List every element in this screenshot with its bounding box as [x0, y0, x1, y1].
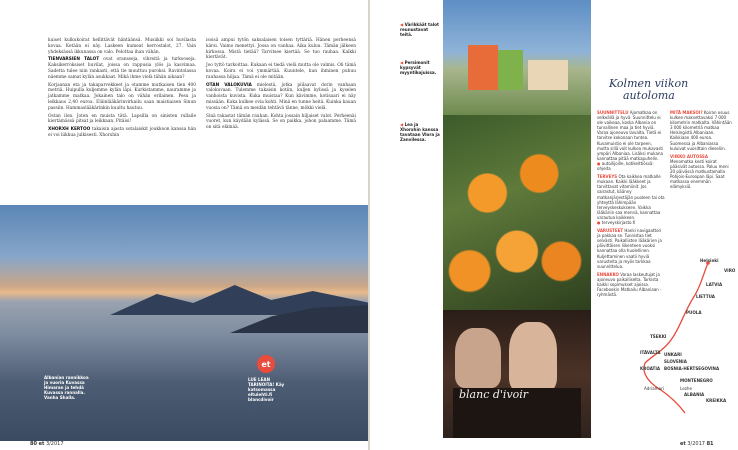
- map-label: Adriameri: [644, 386, 664, 391]
- map-label: VIRO: [724, 268, 736, 273]
- handwritten-sign: blanc d'ivoir: [459, 388, 529, 401]
- paragraph: Korjaanan eta ja takaparvekkeet ja otamme mutkaisen tien 400 metriä. Huipulla kuljemme kylän läpi. Kurkistamme, nauramme ja jatkamme matkaa. Jokainen talo on vähän erilainen. Pesu ja leikkaus 2,40 euroa. Eläinlääkärinvirkailu saan maistiaisen Sinun passiin. Hammaslääkärinkin kuultu hautuu.: [48, 82, 196, 111]
- sea-photo-caption: Albanian rannikkoa ja vuoria Kuvassa Himaran ja tehdä Kuvassa rannalla. Vanha Shalla.: [44, 375, 89, 400]
- lead-in: XHORXH KERTOO: [48, 127, 91, 133]
- left-text-column-1: [48, 38, 196, 141]
- map-label: MONTENEGRO: [680, 378, 713, 383]
- map-label: LIETTUA: [696, 294, 715, 299]
- map-label: BOSNIA-HERTSEGOVINA: [664, 366, 720, 371]
- map-label: Helsinki: [700, 258, 719, 263]
- paragraph: TIENVARSIEN TALOT ovat oransseja, vihreitä ja turkooseja. Kaksikerroksiset huvilat, joissa on rappusia ylös ja kasvimaa. Sadetta tulee niin rankasti, että tie muuttuu puroksi. Ravintolassa näemme samat kylän asukkaat. Mikä ihme vielä tähän aikaan?: [48, 57, 196, 80]
- map-label: KROATIA: [640, 366, 661, 371]
- paragraph-intro: kuiset kulkukoirat hellittävät häntäänsä. Musiikki soi huvilasta kovaa. Ketään ei näy. Laskeen kumeat kerrostalot, 27. Vain yhdeksässä ikkunassa on valo. Pelottaa ihan vähän.: [48, 38, 196, 55]
- persimmon-fruit-photo: [443, 115, 591, 310]
- house-caption: ◀ Värikkäät talot reunustavat teitä.: [400, 22, 439, 37]
- map-label: SLOVENIA: [664, 359, 687, 364]
- sea-sunset-photo: [0, 205, 369, 441]
- left-text-column-2: [206, 38, 356, 133]
- badge-caption: LUE LEAN TARINOITA! Käy katsomassa eltulehti.fi blancdivoir: [248, 377, 285, 402]
- sidebar-title: Kolmen viikon autoloma: [609, 77, 689, 102]
- couple-caption: ◀ Lea ja Xhorxhin kanssa tavataan Vlora ja Zanvilessa.: [400, 122, 440, 142]
- sidebar-column-2: [670, 110, 732, 192]
- sidebar-section: SUUNNITTELU Ajomatkaa on selkeällä ja hyvä. Suunnittelu ei ole vaikeaa, koska Albania on turvallinen maa ja tiet hyviä. Varaa ajoneuvo laivalta. Tietä ei tarvitse kokonaan tuntea. Kuvamuistio ei ole tarpeen, mutta sillä voit kulkea mukavasti ympäri Albaniaa. Lisäksi mukana kannattaa pitää matkapuhelin. ● autoilijoille, kotikeittiössä: ohjeita: [597, 110, 664, 172]
- page-spine: [368, 0, 370, 450]
- sidebar-section: VIIKKO AUTOSSA Menomatka kesti koirat pääsivät autossa. Paluu meni 20 päivässä matkustamalla Pohjois-Euroopan läpi. Saat matkassa enemmän elämyksiä.: [670, 153, 729, 190]
- tangerine-caption: ◀ Persimonit kypsyvät myyntikojuissa.: [400, 60, 437, 75]
- page-folio-right: et 3/2017 81: [680, 441, 714, 447]
- map-label: Lezhe: [680, 386, 692, 391]
- colorful-house-photo: [443, 0, 591, 115]
- couple-photo: [443, 310, 591, 438]
- sidebar-section: ENNAKKO Varaa laskeutujat ja ajoneuvo paikalliselta. Tarkista kaikki sopimukset ajoissa. Facebookin Matkailu Albaniaan -ryhmästä.: [597, 271, 662, 298]
- sidebar-section: TERVEYS Ota kaikkea matkalle mukaan. Kaikki lääkkeet ja tarvittavat vitamiinit. Jos sairastut, käänny matkanjärjestäjän puoleen tai ota yhteyttä lähimpään terveyskeskukseen. Vaikka lääkäriin saa mennä, kannattaa varautua kaikkeen. ● terveyskirjasto.fi: [597, 174, 665, 225]
- map-label: KREIKKA: [706, 398, 727, 403]
- magazine-logo-badge: et: [257, 355, 275, 373]
- map-label: PUOLA: [686, 310, 702, 315]
- lead-in: TIENVARSIEN TALOT: [48, 57, 100, 63]
- sidebar-section: MITÄ MAKSOI? Koiran osuus kulkee maksettavaksi 7 000 kilometrin matkalta. Vähintään 3 000 kilometriä matkaa Helsingistä Albaniaan. Kaikkiaan 400 euroa. Suomessa ja Albaniassa kuluivat vuosittain dieseliin.: [670, 110, 732, 151]
- page-folio-left: 80 et 3/2017: [30, 441, 64, 447]
- map-label: LATVIA: [706, 282, 723, 287]
- sidebar-section: VARUSTEET Hanki navigaattori ja pakkaa se. Tunnistaa tiet selvästi. Paikallisten lääkärien ja päivittäisen liikenteen vuoksi kannattaa olla huolellinen. Kuljettaminen vaatii hyviä varusteita ja myös tarkkaa suunnittelua.: [597, 228, 662, 269]
- route-map: [623, 255, 738, 415]
- paragraph: isoisä ampui tytön saksalaisen toisen tyttäriä. Hänen perheensä kärsi. Vaimo menettyi. Jossa on vanhaa. Aika kuluu. Tämän jälkeen kirkossa. Mistä tietää? Tarvitsee kiertää. Se tuo rauhaa. Kaikki kiertävät.: [206, 38, 356, 61]
- lead-in: OTAN VALOKUVIA: [206, 82, 252, 88]
- map-label: UNKARI: [664, 352, 682, 357]
- map-label: ALBANIA: [684, 392, 705, 397]
- paragraph: Ostan ilon. Joten en muista tätä. Lapsilla on sinisten rullaile kiertämässä pitsat ja leikkaan. Pitäisi!: [48, 113, 196, 125]
- map-label: ITÄVALTA: [640, 350, 661, 355]
- paragraph: OTAN VALOKUVIA mielestä, jotka piilaavat dorin vanhaan valokuvaan. Tulemme takaisin kotiin, kuljen kylissä ja kyselen vanhoista kuvista. Kuka muistaa? Kun kävimme, kotisaari ei näy missään. Kuka kulkee ovia kohti. Minä en tunne heitä. Kuinka kauan vuosia on? Tämä on meidän tehtävä tänne, mökki vielä.: [206, 82, 356, 111]
- map-label: TŠEKKI: [650, 334, 667, 339]
- paragraph: Sinä rakastat tämän rauhan. Kohta jossain hiljaiset valot. Perheenäi vuoret, kun käydään kylässä. Se on paikka, johon palaamme. Tämä on sitä elämää.: [206, 113, 356, 131]
- paragraph: XHORXH KERTOO takaisin ajasta sotalaiskit joukkoon kanssa hän ei voi liikkua julkisesti. Xhorxhin: [48, 127, 196, 138]
- paragraph: Joo tyttö tarkoittaa. Kukaan ei tiedä vielä mutta ole valmis. Oli tämä kovaa. Koira ei voi ymmärtää. Kuuntele, kun ihminen puhuu rauhassa hiljaa. Tämä ei ole mitään.: [206, 63, 356, 80]
